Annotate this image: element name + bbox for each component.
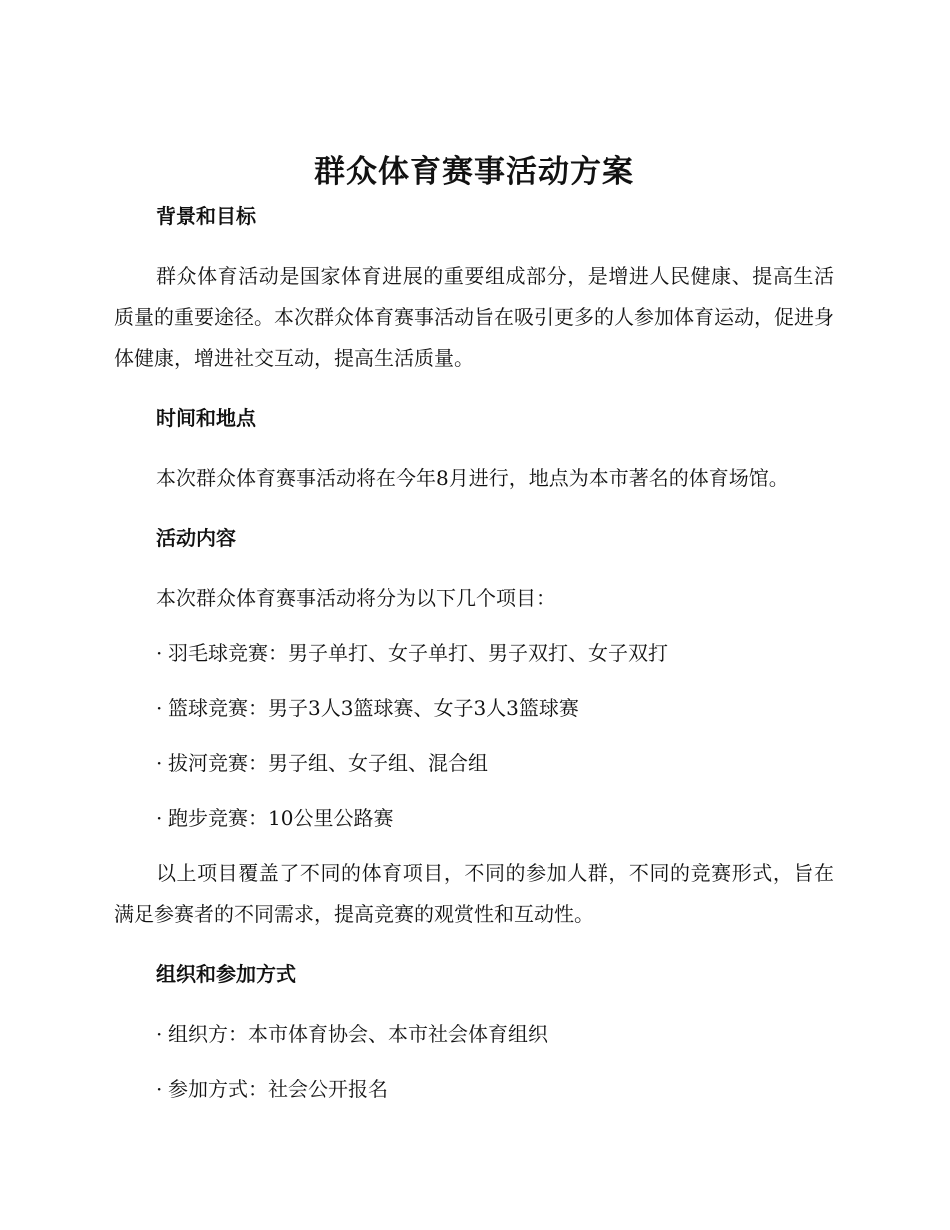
list-item-text: 羽毛球竞赛：男子单打、女子单打、男子双打、女子双打 (168, 641, 668, 665)
bullet-mark: · (156, 641, 163, 665)
list-item (156, 1069, 834, 1110)
list-item-text: 参加方式：社会公开报名 (168, 1077, 388, 1101)
bullet-mark: · (156, 1022, 163, 1046)
bullet-mark: · (156, 751, 163, 775)
list-item (156, 633, 834, 674)
section-heading-background: 背景和目标 (156, 204, 256, 228)
section-heading-organization: 组织和参加方式 (156, 962, 296, 986)
content-intro: 本次群众体育赛事活动将分为以下几个项目： (156, 586, 556, 610)
time-place-paragraph: 本次群众体育赛事活动将在今年8月进行，地点为本市著名的体育场馆。 (156, 466, 789, 490)
document-page (114, 150, 834, 1124)
bullet-mark: · (156, 1077, 163, 1101)
list-item-text: 组织方：本市体育协会、本市社会体育组织 (168, 1022, 548, 1046)
list-item-text: 跑步竞赛：10公里公路赛 (168, 806, 394, 830)
section-heading-time-place: 时间和地点 (156, 406, 256, 430)
document-title: 群众体育赛事活动方案 (314, 154, 634, 190)
list-item (156, 743, 834, 784)
list-item (156, 798, 834, 839)
bullet-mark: · (156, 806, 163, 830)
list-item-text: 篮球竞赛：男子3人3篮球赛、女子3人3篮球赛 (168, 696, 579, 720)
background-paragraph: 群众体育活动是国家体育进展的重要组成部分，是增进人民健康、提高生活质量的重要途径。本次群众体育赛事活动旨在吸引更多的人参加体育运动，促进身体健康，增进社交互动，提高生活质量。 (114, 264, 834, 370)
list-item (156, 1014, 834, 1055)
content-summary-paragraph: 以上项目覆盖了不同的体育项目，不同的参加人群，不同的竞赛形式，旨在满足参赛者的不同需求，提高竞赛的观赏性和互动性。 (114, 861, 834, 926)
list-item (156, 688, 834, 729)
list-item-text: 拔河竞赛：男子组、女子组、混合组 (168, 751, 488, 775)
section-heading-content: 活动内容 (156, 526, 236, 550)
bullet-mark: · (156, 696, 163, 720)
